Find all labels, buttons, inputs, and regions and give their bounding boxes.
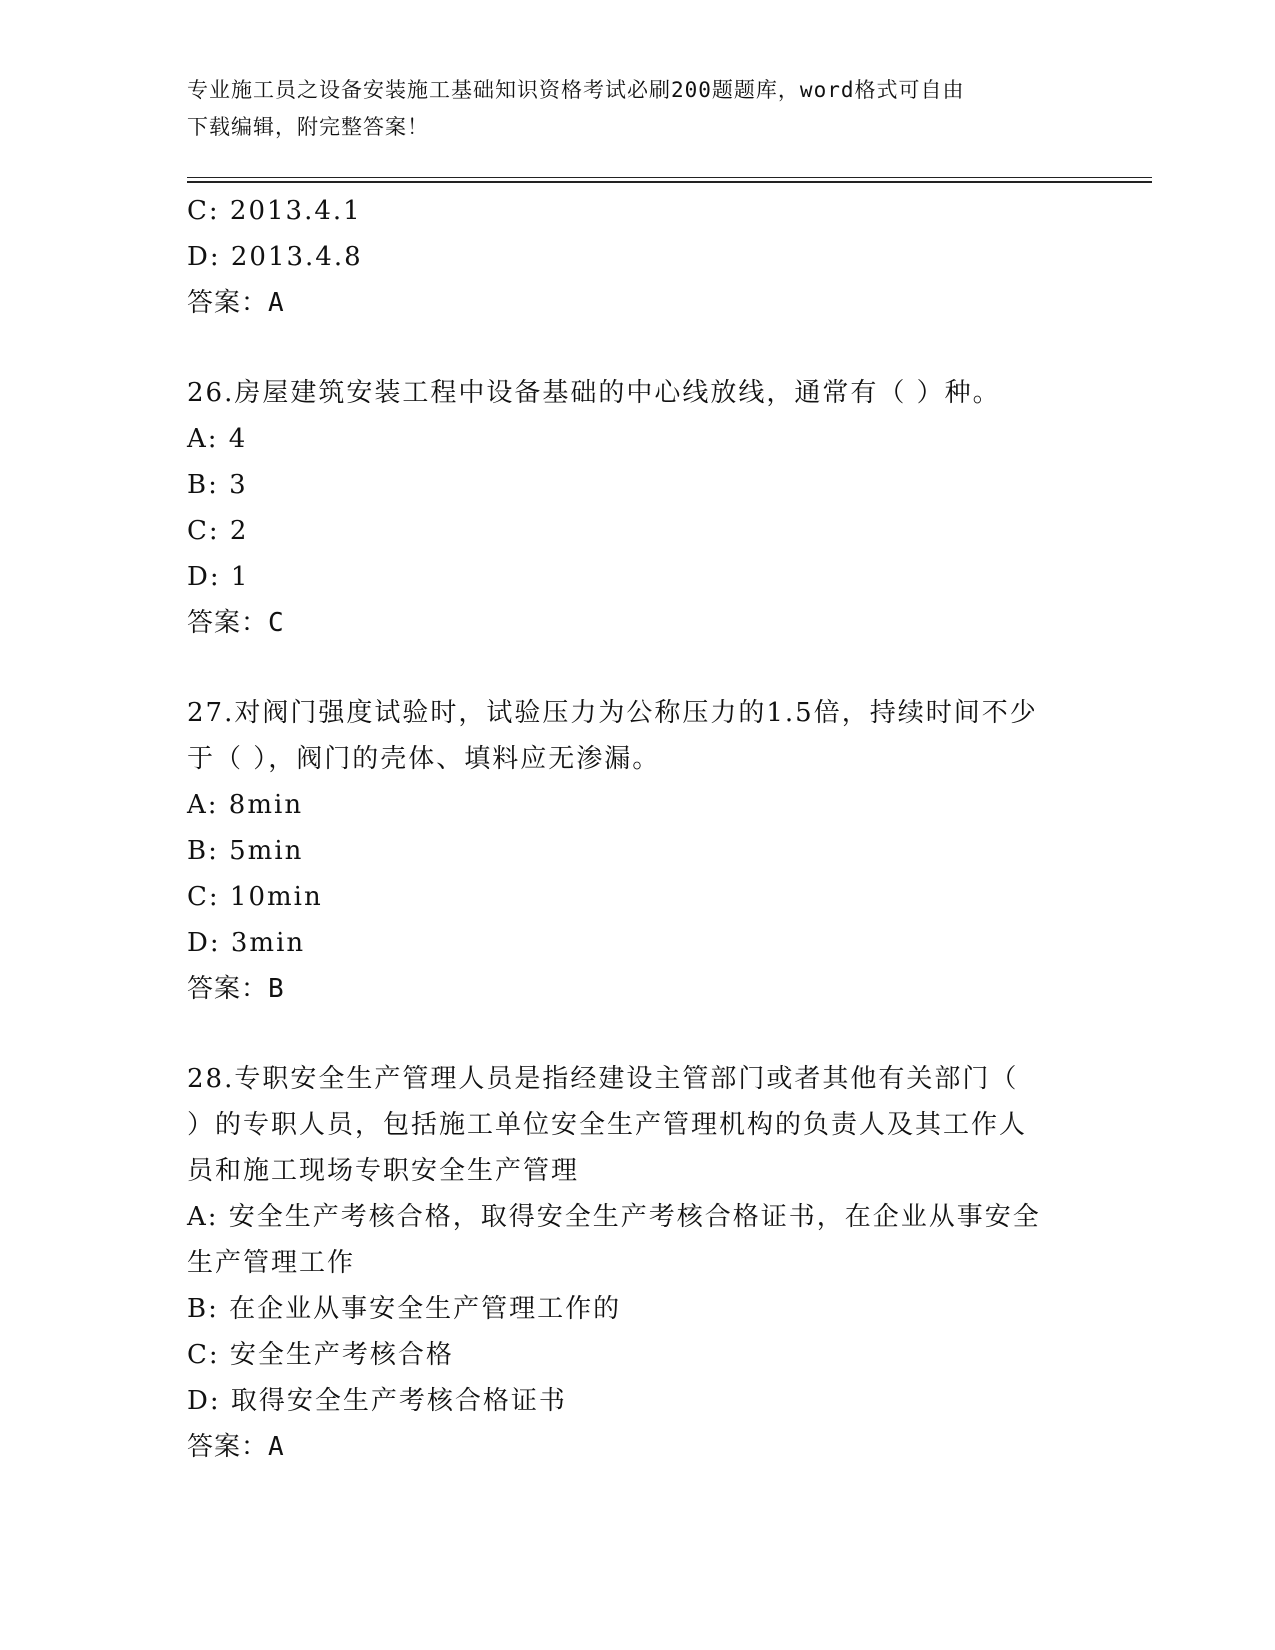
option-a: A: 4 [187,424,248,454]
option-d: D: 2013.4.8 [187,242,363,272]
answer-line: 答案：A [187,1432,285,1462]
answer-line: 答案：B [187,974,285,1004]
question-stem-line-3: 员和施工现场专职安全生产管理 [187,1156,580,1186]
question-28 [187,1056,1087,1470]
spacer [187,1012,1087,1056]
spacer [187,326,1087,370]
option-d: D: 3min [187,928,306,958]
option-c: C: 安全生产考核合格 [187,1340,454,1370]
question-stem: 26.房屋建筑安装工程中设备基础的中心线放线，通常有（ ）种。 [187,378,1001,408]
header-divider-thick [187,181,1152,183]
question-stem-line-1: 28.专职安全生产管理人员是指经建设主管部门或者其他有关部门（ [187,1064,1019,1094]
question-27 [187,690,1087,1012]
question-stem-line-2: ）的专职人员，包括施工单位安全生产管理机构的负责人及其工作人 [187,1110,1028,1140]
spacer [187,646,1087,690]
option-b: B: 3 [187,470,248,500]
header-title-line-1: 专业施工员之设备安装施工基础知识资格考试必刷200题题库，word格式可自由 [187,78,965,102]
document-header [187,72,1087,146]
question-25-tail [187,188,1087,326]
question-stem-line-1: 27.对阀门强度试验时，试验压力为公称压力的1.5倍，持续时间不少 [187,698,1038,728]
option-c: C: 2013.4.1 [187,196,362,226]
option-a-line-1: A: 安全生产考核合格，取得安全生产考核合格证书，在企业从事安全 [187,1202,1041,1232]
option-b: B: 5min [187,836,304,866]
header-divider-thin [187,177,1152,178]
option-a-line-2: 生产管理工作 [187,1248,356,1278]
header-title-line-2: 下载编辑，附完整答案！ [187,115,429,139]
question-stem-line-2: 于（ ），阀门的壳体、填料应无渗漏。 [187,744,661,774]
option-c: C: 10min [187,882,323,912]
option-d: D: 1 [187,562,250,592]
question-26 [187,370,1087,646]
option-b: B: 在企业从事安全生产管理工作的 [187,1294,622,1324]
option-c: C: 2 [187,516,249,546]
option-a: A: 8min [187,790,304,820]
answer-line: 答案：C [187,608,285,638]
option-d: D: 取得安全生产考核合格证书 [187,1386,567,1416]
question-list [187,188,1087,1470]
answer-line: 答案：A [187,288,285,318]
